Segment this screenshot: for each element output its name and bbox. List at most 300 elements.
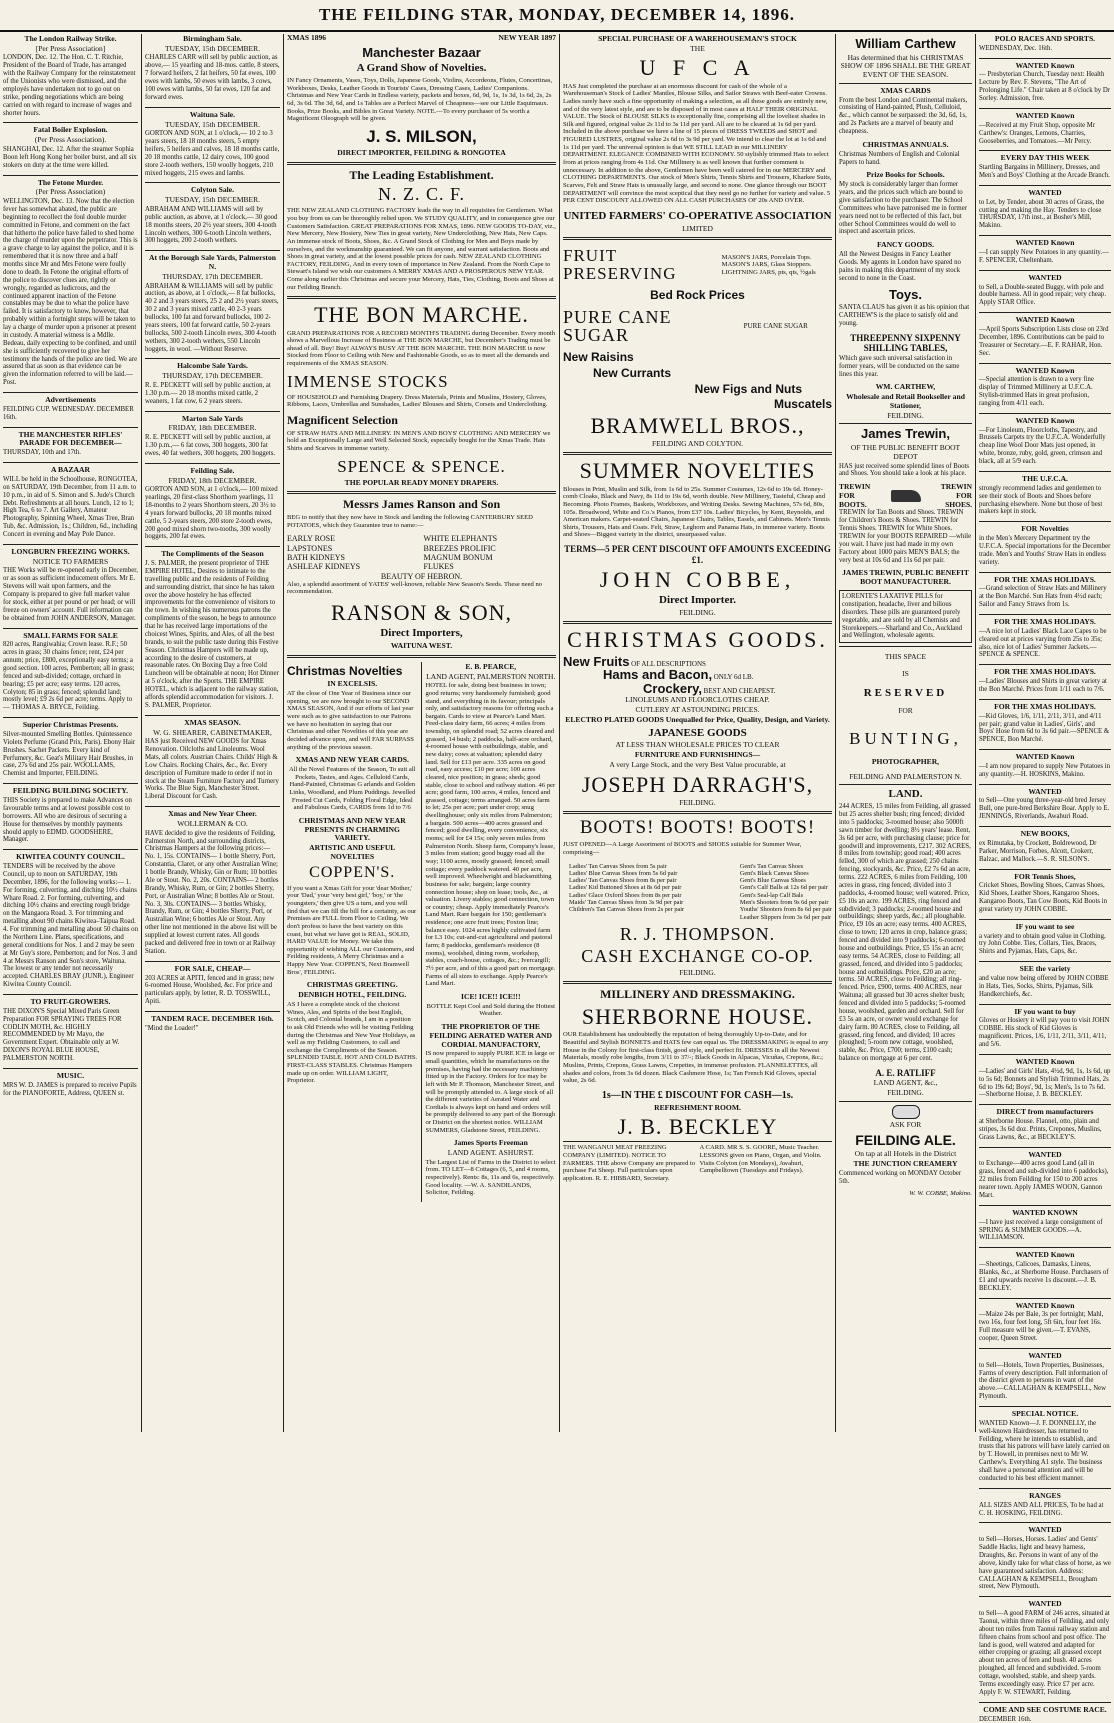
wanted-ad-body: —Kid Gloves, 1/6, 1/11, 2/11, 3/11, and 4/11 per pair; grand value in Ladies', Girls', and Boys' Hose from 6d to 3s 6d pair.—SPENCE & SPENCE, Bon Marché. <box>979 712 1110 744</box>
cash-loc: FEILDING. <box>679 967 716 977</box>
divider <box>145 250 280 251</box>
wanted-ad-heading: WANTED <box>1028 1599 1062 1609</box>
wanted-ad-body: at Sherborne House. Flannel, otto, plain and stripes, 3s 6d doz. Prints, Crepones, Muslins, Grass Lawns, &c., at BECKLEY'S. <box>979 1118 1102 1141</box>
wanted-ad-heading: EVERY DAY THIS WEEK <box>1000 153 1090 163</box>
news-ad <box>3 396 138 422</box>
list-item: Men's Shooters from 9s 6d per pair <box>739 899 829 907</box>
news-ad-subheading: [Per Press Association] <box>35 43 106 53</box>
wanted-ad-body: —Sheetings, Calicoes, Damasks, Linens, Blanks, &c., at Sherborne House. Purchasers of £1 and upwards receive 1s discount.—J. B. BECKLEY. <box>979 1261 1109 1292</box>
sale-ad-subheading: TUESDAY, 15th DECEMBER. <box>164 195 260 205</box>
news-ad-body: 820 acres, Rangiwahia; Crown lease. R.F.; 50 acres in grass; 30 chains fence; rent, £24 per annum; price, £800, exceptionally easy terms; a good section. 100 acres, Pemberton; all in grass; fenced and sub-divided; cottage, orchard in bearing; £5 per acre; easy terms. 120 acres, Colyton; 85 in grass; fenced; splendid land; mostly level; £9 2s 6d per acre; terms. Apply to— THOMAS A. BRYCE, Feilding. <box>3 641 135 712</box>
cobbe-loc: FEILDING. <box>679 607 716 617</box>
wanted-ad-heading: RANGES <box>1029 1490 1061 1500</box>
sale-ad-subheading: TUESDAY, 15th DECEMBER. <box>164 119 260 129</box>
divider <box>3 1068 138 1069</box>
manchester-title: Manchester Bazaar <box>362 44 481 60</box>
wanted-ad <box>979 923 1111 956</box>
sale-ad-heading: TANDEM RACE. DECEMBER 16th. <box>151 1014 274 1023</box>
news-ad <box>3 548 138 623</box>
divider <box>979 572 1111 573</box>
list-item: Ladies' Tan Canvas Shoes from 8s per pair <box>569 877 677 885</box>
divider <box>979 363 1111 364</box>
wholesale-head: Wholesale and Retail Bookseller and Stationer, <box>846 392 965 410</box>
wanted-ad <box>979 1251 1111 1292</box>
bramwell-name: BRAMWELL BROS., <box>590 412 805 438</box>
carthew-sub: Has determined that his CHRISTMAS SHOW OF 1896 SHALL BE THE GREAT EVENT OF THE SEASON. <box>840 52 971 80</box>
wanted-ad-heading: WANTED Known <box>1015 415 1075 425</box>
wanted-ad-body: —Ladies' Blouses and Shirts in great variety at the Bon Marché. Prices from 1/11 each to 7/6. <box>979 678 1107 693</box>
sale-ad-heading: Halcombe Sale Yards. <box>177 361 248 371</box>
linoleums: LINOLEUMS AND FLOORCLOTHS CHEAP. <box>625 695 770 705</box>
wanted-ad-body: —I am now prepared to supply New Potatoes in any quantity.—H. HOSKINS, Makino. <box>979 762 1111 778</box>
wanted-ad-heading: WANTED <box>1028 1350 1062 1360</box>
ranson-sub: Direct Importers, <box>380 627 463 640</box>
wm-carthew: WM. CARTHEW, <box>875 382 936 392</box>
list-item: Gent's Blue Canvas Shoes <box>739 877 806 885</box>
wanted-ad <box>979 618 1111 659</box>
wanted-ad-body: to Sell—Horses, Horses. Ladies' and Gents' Saddle Hacks, light and heavy harness, Draughts, &c. Persons in want of any of the above, kindly take for what class of horse, as we have guaranteed satisfaction. Address: CALLAGHAN & KEMPSELL, Brougham street, New Plymouth. <box>979 1536 1111 1591</box>
wanted-ad-heading: WANTED Known <box>1015 752 1075 762</box>
ice-head: ICE! ICE!! ICE!!! <box>461 991 521 1001</box>
ranson-name: RANSON & SON, <box>330 600 513 626</box>
wanted-ad <box>979 274 1111 307</box>
divider <box>3 462 138 463</box>
divider <box>979 1596 1111 1597</box>
wanted-ad-heading: THE U.F.C.A. <box>1022 473 1068 483</box>
wanted-ad-heading: NEW BOOKS, <box>1020 829 1070 839</box>
list-item: Gent's Calf Balls at 12s 6d per pair <box>739 884 828 892</box>
wanted-ad <box>979 1410 1111 1483</box>
divider <box>145 546 280 547</box>
pearce-head: E. B. PEARCE, <box>465 661 517 671</box>
boots-text: JUST OPENED—A Large Assortment of BOOTS and SHOES suitable for Summer Wear, comprising— <box>563 841 802 856</box>
ask-for: ASK FOR <box>889 1119 922 1129</box>
news-ad <box>3 632 138 713</box>
wanted-ad <box>979 525 1111 566</box>
news-ad-body: THE Works will be re-opened early in December, or as soon as sufficient inducement offers. Mr E. Stevens will wait upon farmers, and the Company is prepared to give full market value for stock, either at per pound or per head; or will freeze on owners' account. Full information can be obtained from JOHN ANDERSON, Manager. <box>3 567 138 622</box>
annuals-head: CHRISTMAS ANNUALS. <box>862 139 949 149</box>
divider <box>979 521 1111 522</box>
wanted-ad-heading: WANTED KNOWN <box>1012 1207 1078 1217</box>
wanted-ad-heading: SEE the variety <box>1019 964 1071 974</box>
sale-ad-subheading: THURSDAY, 17th DECEMBER. <box>162 271 263 281</box>
sale-ad-body: ABRAHAM AND WILLIAMS will sell by public auction, as above, at 1 o'clock,— 30 good 18 months steers, 20 2½ year steers, 300 4-tooth Lincoln wethers, 300 6-tooth Lincoln wethers, 300 hoggets, 200 2-tooth wethers. <box>145 205 278 245</box>
list-item: Youths' Shooters from 8s 6d per pair <box>739 906 832 914</box>
magnificent-text: OF STRAW HATS AND MILLINERY. IN MEN'S AND BOYS' CLOTHING AND MERCERY we hold an Exceptionally Large and Well Selected Stock, especially bought for the Xmas Trade. Hats Shirts and Scarves in immense variety. <box>287 429 551 453</box>
list-item: BREEZES PROLIFIC <box>423 543 496 553</box>
wanted-ad-body: —I have just received a large consignment of SPRING & SUMMER GOODS.—A. WILLIAMSON. <box>979 1218 1103 1242</box>
wanted-ad <box>979 1526 1111 1591</box>
milson-name: J. S. MILSON, <box>366 126 477 146</box>
trewin-title: James Trewin, <box>861 426 950 442</box>
photo-loc: FEILDING AND PALMERSTON N. <box>849 771 962 781</box>
xmas-cards-text-2: From the best London and Continental makers, consisting of Hand-painted, Plush, Celluloid, &c., which cannot be surpassed: the 3d, 6d, 1s, and 2s Packets are a marvel of beauty and cheapness. <box>839 96 968 135</box>
ranson-head: Messrs James Ranson and Son <box>342 497 501 512</box>
divider <box>979 1147 1111 1148</box>
muscatels: Muscatels <box>773 397 832 412</box>
news-ad-heading: KIWITEA COUNTY COUNCIL. <box>16 852 125 862</box>
wanted-ad-body: —I can supply New Potatoes in any quantity.—F. SPENCER, Cheltenham. <box>979 249 1109 264</box>
divider <box>3 427 138 428</box>
wanted-ad-heading: COME AND SEE COSTUME RACE. <box>983 1704 1107 1714</box>
news-ad-heading: MUSIC. <box>56 1070 85 1080</box>
divider <box>979 1702 1111 1703</box>
figs-nuts: New Figs and Nuts <box>694 381 802 396</box>
column-3 <box>284 34 560 1432</box>
divider <box>979 699 1111 700</box>
wanted-ad-heading: WANTED <box>1028 1149 1062 1159</box>
feilding-ale: FEILDING ALE. <box>855 1131 956 1148</box>
divider <box>145 806 280 807</box>
wanted-ad <box>979 668 1111 694</box>
cobbe-makino: W. W. COBBE, Makino. <box>909 1190 972 1198</box>
wanted-ad <box>979 1209 1111 1242</box>
news-ad-heading: LONGBURN FREEZING WORKS. <box>11 546 130 556</box>
divider <box>145 107 280 108</box>
manchester-text: IN Fancy Ornaments, Vases, Toys, Dolls, Japanese Goods, Violins, Accordeons, Flutes, Concertinas, Workboxes, Desks, Leather Goods in Tourists' Cases, Dressing Cases, Ladies' Companions. Christmas and New Year Cards in Endless variety, packets and boxes, 6d, 9d, 1s, 1s 3d, 1s 6d, 2s, 2s 6d, 3s 6d. The 3d, 6d, and 1s Tables are a Perfect Marvel of Cheapness—see our Little Esquimaux. Books, Prize Books, and Bibles in Great Variety. NOTE.—To every purchaser of 5s worth a Magnificent Oleograph will be given. <box>287 77 553 123</box>
japanese-sub: AT LESS THAN WHOLESALE PRICES TO CLEAR <box>615 740 780 750</box>
news-ad <box>3 998 138 1063</box>
list-item: Ladies' Blue Canvas Shoes from 5s 6d pair <box>569 869 678 877</box>
nzcf-title: N. Z. C. F. <box>377 184 466 205</box>
sale-ad <box>145 965 280 1006</box>
ufca-the: THE <box>690 43 705 53</box>
artistic-head: ARTISTIC AND USEFUL NOVELTIES <box>309 843 396 862</box>
barrel-icon <box>892 1105 920 1119</box>
wanted-ad-body: to Sell—Hotels, Town Properties, Businesses, Farms of every description. Full information of the district given to persons in want of the above.—CALLAGHAN & KEMPSELL, New Plymouth. <box>979 1361 1108 1401</box>
wanted-ad <box>979 316 1111 357</box>
wanted-ad-body: Gloves or Hosiery it will pay you to visit JOHN COBBE. His stock of Kid Gloves is magnificent. Prices, 1/6, 1/11, 2/11, 3/11, 4/11, and 5/6. <box>979 1017 1110 1049</box>
wanted-ad <box>979 35 1111 53</box>
summer-novelties-title: SUMMER NOVELTIES <box>579 458 816 484</box>
divider <box>3 628 138 629</box>
fruit-preserving-title: FRUIT PRESERVING <box>563 246 677 284</box>
pills-ad: LORENTE'S LAXATIVE PILLS for constipation, headache, liver and bilious disorders. These pills are guaranteed purely vegetable, and are sold by all Chemists and Storekeepers.—Sharland and Co., Auckland and Wellington, wholesale agents. <box>839 590 972 643</box>
divider <box>3 849 138 850</box>
divider <box>145 1011 280 1012</box>
immense-text: OF HOUSEHOLD and Furnishing Drapery. Dress Materials, Prints and Muslins, Hosiery, Gloves, Ribbons, Laces, Umbrellas and Sunshades, Ladies' Blouses and Shirts, Corsets and Underclothing. <box>287 393 548 409</box>
wanted-ad <box>979 1008 1111 1049</box>
wanted-ad-heading: WANTED <box>1028 786 1062 796</box>
wanted-ad-body: and value now being offered by JOHN COBBE in Hats, Ties, Socks, Shirts, Pyjamas, Silk Handkerchiefs, &c. <box>979 975 1109 998</box>
carthew-title: William Carthew <box>855 36 956 51</box>
sale-ad <box>145 810 280 955</box>
wanted-ad-body: ex Rimutaka, by Crockett, Boldrewood, Dr Parker, Morrison, Forbes, Alcott, Crokerr, Balzac, and Mallock.—S. R. SILSON'S. <box>979 839 1097 863</box>
wanted-ad <box>979 703 1111 744</box>
united-farmers: UNITED FARMERS' CO-OPERATIVE ASSOCIATION <box>563 209 832 222</box>
news-ad <box>3 1072 138 1098</box>
divider <box>979 108 1111 109</box>
divider <box>979 1298 1111 1299</box>
sale-ad-subheading: TUESDAY, 15th DECEMBER. <box>164 43 260 53</box>
boots-list-gents <box>740 863 832 921</box>
ice-text: BOTTLE Kept Cool and Sold during the Hottest Weather. <box>426 1002 555 1018</box>
boot-icon <box>891 490 921 502</box>
wanted-ad-body: a variety and to obtain good value in Clothing, try John Cobbe. Ties, Collars, Ties, Braces, Shirts and Pyjamas, Hats, Caps, &c. <box>979 932 1106 956</box>
summer-text: Blouses in Print, Muslin and Silk, from 1s 6d to 25s. Summer Costumes, 12s 6d to 19s 6d. Honey-comb Cloaks, Black and Navy, 8s 11d to 19s 6d, worth double. New Millinery, Tasteful, Cheap and Becoming. Photo Frames, Baskets, Workboxes, and Writing Desks. Sewing Machines, 57s 6d, 80s, 105s. Broadwood, White and Co.'s Pianos, from £37 10s. Ladies' Bicycles, by Kent, Reynolds, and American makers. Carpet-seated Chairs, Japanese Chairs, Tables, Easels, and Cabinets. Men's Tennis Shirts, Trousers, Hats and Coats. Felt, Straw, Leghorn and Panama Hats, in immense variety. Boots and Shoes—Biggest variety in the district, unsurpassed value. <box>563 485 830 539</box>
divider <box>979 185 1111 186</box>
sale-ad-heading: Feilding Sale. <box>190 465 235 475</box>
wm-loc: FEILDING. <box>887 410 924 420</box>
greeting-head: CHRISTMAS GREETING. <box>306 980 398 990</box>
pearce-sub: LAND AGENT, PALMERSTON NORTH. <box>426 671 556 681</box>
sale-ad <box>145 254 280 353</box>
wanted-ad <box>979 367 1111 408</box>
darragh-name: JOSEPH DARRAGH'S, <box>581 771 814 797</box>
divider <box>979 1205 1111 1206</box>
christmas-goods-title: CHRISTMAS GOODS. <box>567 627 828 653</box>
wanted-ad-heading: POLO RACES AND SPORTS. <box>994 34 1096 43</box>
list-item: EARLY ROSE <box>287 534 336 544</box>
wanted-ad <box>979 1352 1111 1401</box>
xmas-cards-text: All the Novel Features of the Season, To suit all Pockets, Tastes, and Ages. Celluloid Cards, Hand-Painted, Christmas G arlands and Golden Links, Woodland, and Plum Puddings. Jewelled Frosted Cut Cards, Folding Floral Edge, Ideal and Fabulous Cards, CARDS from 1d to 7/6 <box>288 766 416 812</box>
sale-ad <box>145 186 280 245</box>
divider <box>979 1406 1111 1407</box>
list-item: Gent's Black Canvas Shoes <box>739 869 809 877</box>
sale-ad-heading: Waituna Sale. <box>189 109 236 119</box>
list-item: BATH KIDNEYS <box>287 553 345 563</box>
divider <box>3 717 138 718</box>
wanted-ad-heading: WANTED <box>1028 272 1062 282</box>
news-ad-body: Silver-mounted Smelling Bottles. Quintessence Violets Perfume (Grand Prix, Paris). Ebony Hair Brushes. Sachet Packets. Every kind of Perfumery, &c. Geat's Military Hair Brushes, in case, 27s 6d and 25s pair. WOOLLAMS, Chemist and Importer, FEILDING. <box>3 730 136 778</box>
sale-ad-heading: Birmingham Sale. <box>183 34 242 43</box>
sale-ad <box>145 362 280 405</box>
trewin-boots: TREWIN FOR BOOTS. <box>839 482 871 509</box>
hams-bacon: Hams and Bacon, <box>603 667 713 683</box>
wanted-ad-heading: WANTED <box>1028 187 1062 197</box>
sale-ad-heading: Marton Sale Yards <box>182 413 243 423</box>
united-limited: LIMITED <box>682 223 713 233</box>
wanted-ad-heading: WANTED <box>1028 1525 1062 1535</box>
list-item: Ladies' Glace Oxford Shoes from 8s per pair <box>569 891 682 899</box>
news-ad-body: LONDON, Dec. 12. The Hon. C. T. Ritchie, President of the Board of Trade, has arranged with the Railway Company for the reinstatement of the Unionists who were dismissed, and the employés have undertaken not to go out on strike, pending negotiations which are being carried on with regard to increase of wages and shorter hours. <box>3 54 136 117</box>
divider <box>3 175 138 176</box>
news-ad-body: SHANGHAI, Dec. 12. After the steamer Sophia Boon left Hong Kong her boiler burst, and all six stokers on duty at the time were killed. <box>3 145 137 169</box>
wanted-ad <box>979 154 1111 180</box>
list-item: Maids' Tan Canvas Shoes from 3s 9d per pair <box>569 899 684 907</box>
wanted-ad-body: WANTED Known—J. F. DONNELLY, the well-known Hairdresser, has returned to Feilding, where he intends to establish, and trusts that his patrons will have lately carried on by T. Howell, in premises next to Mr W. Carthew's. Everything A1 style. The business shall have a personal attention and will be conducted to his best efficient manner. <box>979 1419 1110 1482</box>
news-ad <box>3 853 138 989</box>
bon-marche-title: THE BON MARCHE. <box>314 302 529 328</box>
sale-ad-body: ABRAHAM & WILLIAMS will sell by public auction, as above, at 1 o'clock,— 8 fat bullocks, 40 2 and 3 years steers, 25 2 and 2½ years steers, 30 2 and 3 years mixed cattle, 40 2-3 years bullocks, 100 fat and forward bullocks, 100 2-years steers, 100 fat forward cattle, 50 2-years bullocks, 500 2-tooth Lincoln ewes, 300 4-tooth wethers, 300 2-tooth wethers, 550 Lincoln hoggets, in wool. —Without Reserve. <box>145 282 279 353</box>
news-ad-heading: Fatal Boiler Explosion. <box>33 125 108 135</box>
divider <box>979 58 1111 59</box>
news-ad-subheading: NOTICE TO FARMERS <box>32 556 109 566</box>
divider <box>979 919 1111 920</box>
aerated-text: IS now prepared to supply PURE ICE in large or small quantities, which he manufactures on the premises, having had the necessary machinery fitted up in the Factory. Orders for Ice may be left with Mr P. Thomson, Manchester Street, and will be promptly attended to. A large stock of all the different varieties of Aerated Water and Cordials is always kept on hand and orders will be promptly delivered to any part of the Borough or District on the shortest notice. WILLIAM SUMMERS, Gladstone Street, FEILDING. <box>425 1050 556 1134</box>
furniture-head: FURNITURE AND FURNISHINGS— <box>634 750 761 760</box>
divider <box>979 471 1111 472</box>
annuals-text: Christmas Numbers of English and Colonial Papers to hand. <box>839 150 960 166</box>
divider <box>145 463 280 464</box>
news-ad-body: WILL be held in the Schoolhouse, RONGOTEA, on SATURDAY, 19th December, from 11 a.m. to 10 p.m., in aid of S. Simon and S. Jude's Church Debt. Refreshments at all hours. Lunch, 12 to 1; High Tea, 6 to 7. Art Gallery, Amateur Photography, Spinning Wheel, Xmas Tree, Bran Tub, &c. Admission, 1s.; Children, 6d., including Concert in evening and May Pole Dance. <box>3 475 138 539</box>
ratliff-sub: LAND AGENT, &c., <box>873 1078 938 1088</box>
wanted-ad <box>979 965 1111 998</box>
japanese-goods: JAPANESE GOODS <box>648 726 747 739</box>
wanted-ad-heading: IF you want to see <box>1015 921 1075 931</box>
christmas-ny-head: CHRISTMAS AND NEW YEAR PRESENTS IN CHARMING VARIETY. <box>298 815 406 843</box>
coppens-text: If you want a Xmas Gift for your 'dear Mother,' your 'Dad,' your 'very best girl,' 'boy,' or 'the youngsters,' then give US a turn, and you will find that we can fill the bill for a certainty, as our Premises are FULL from Floor to Ceiling. We don't profess to have the best variety on this coast, but what we have got is REAL, SOLID, HARD VALUE for Money. We take this opportunity of wishing ALL our Customers, and Feilding residents, A Merry Christmas and a Happy New Year. COPPEN'S, Next Bramwell Bros', FEILDING. <box>287 884 417 976</box>
divider <box>979 413 1111 414</box>
divider <box>979 235 1111 236</box>
potato-list-right <box>424 534 557 571</box>
coppens-title: COPPEN'S. <box>309 863 396 881</box>
cash-discount: 1s—IN THE £ DISCOUNT FOR CASH—1s. <box>601 1089 794 1101</box>
ale-text: On tap at all Hotels in the District <box>854 1149 957 1159</box>
wanted-ad-body: —April Sports Subscription Lists close on 23rd December, 1896. Contributions can be paid to Treasurer or Secretary.—E. F. RAHAR, Hon. Sec. <box>979 326 1109 357</box>
wanted-ad <box>979 1492 1111 1518</box>
wanted-ad-body: WEDNESDAY, Dec. 16th. <box>979 44 1053 52</box>
trewin-list: TREWIN for Tan Boots and Shoes. TREWIN for Children's Boots & Shoes. TREWIN for Tennis Shoes. TREWIN for White Shoes. TREWIN for your BOOTS REPAIRED —while you wait. I have just had made in my own Factory about 1000 pairs MEN'S BALS; the very best at 10s 6d and 11s 6d per pair. <box>839 509 972 564</box>
sale-ad <box>145 35 280 102</box>
news-ad-subheading: (Per Press Association). <box>34 135 107 145</box>
wanted-ad <box>979 239 1111 265</box>
wanted-ad <box>979 830 1111 863</box>
sale-ad-body: 203 ACRES at APITI, fenced and in grass; new 6-roomed House, Woolshed, &c. For price and particulars apply, by letter, R. D. TOSSWILL, Apiti. <box>145 974 275 1006</box>
list-item: Leather Slippers from 3s 6d per pair <box>739 913 832 921</box>
news-ad-heading: SMALL FARMS FOR SALE <box>23 630 118 640</box>
sale-ad-heading: FOR SALE, CHEAP— <box>174 963 251 973</box>
divider <box>979 270 1111 271</box>
divider <box>145 182 280 183</box>
news-ad-heading: FEILDING BUILDING SOCIETY. <box>12 786 129 796</box>
news-ad-body: TENDERS will be received by the above Council, up to noon on SATURDAY, 19th December, 1896, for the following works:— 1. For forming, culverting, and ditching 10½ chains Whare Road. 2. For forming, culverting, and ditching 10½ chains and erecting rough bridge on the Mangaora Road. 3. For trimming and metalling about 90 chains Kiwitea–Taipua Road. 4. For trimming and metalling about 50 chains on the Northern Line. Plans, specifications, and general conditions for Nos. 1 and 2 may be seen at Mr Guy's store, Pemberton; and for Nos. 3 and 4 at Messrs Ranson and Son's store, Waituna. The lowest or any tender not necessarily accepted. CHARLES BRAY (JUNR.), Engineer Kiwitea County Council. <box>3 863 138 989</box>
christmas-novelties-text: AT the close of One Year of Business since our opening, we are now brought to our SECOND XMAS SEASON, And if our efforts of last year were such as to give satisfaction to our Patrons we have no hesitation in saying that our Christmas and other Novelties of this year are decided advance upon, and will FAR SURPASS anything of the previous season. <box>287 690 414 751</box>
sherborne-title: SHERBORNE HOUSE. <box>581 1004 814 1030</box>
wanted-ad-body: to Sell, a Double-seated Buggy, with pole and double harness. All in good repair; very cheap. Apply STAR Office. <box>979 283 1107 307</box>
wanted-ad <box>979 1151 1111 1200</box>
sports-sub: LAND AGENT. ASHURST. <box>447 1148 534 1158</box>
wanted-ad <box>979 62 1111 103</box>
sale-ad <box>145 467 280 542</box>
darragh-loc: FEILDING. <box>679 797 716 807</box>
wanted-ad-body: Cricket Shoes, Bowling Shoes, Canvas Shoes, Kid Shoes, Leather Shoes, Kangaroo Shoes, Kangaroo Boots, Tan Cow Boots, Kid Boots in great variety try JOHN COBBE. <box>979 882 1107 913</box>
prize-books-text: My stock is considerably larger than former years, and the prices such which are bound to give satisfaction to the purchaser. The School Committees who have patronised me in former years need not to be reflected of this fact, but other School Committees would do well to inspect and ascertain prices. <box>839 181 967 236</box>
news-ad-subheading: (Per Press Association) <box>35 187 106 197</box>
wanted-ad <box>979 1058 1111 1099</box>
news-ad <box>3 126 138 169</box>
masthead: THE FEILDING STAR, MONDAY, DECEMBER 14, 1896. <box>0 0 1114 32</box>
sale-ad <box>145 111 280 178</box>
christmas-novelties-sub: IN EXCELSIS. <box>327 679 378 689</box>
wanted-ad <box>979 1108 1111 1141</box>
news-ad-body: WELLINGTON, Dec. 13. Now that the election fever has somewhat abated, the public are beginning to recollect the foul double murder committed in Fetone, and comment on the fact that hitherto the police have failed to shed home the charge of murder upon the perpetrator. This is a grave charge to lay against the police, and it is remembered that it is now three and a half months since Mr and Mrs Fetone were foully done to death. In Fetone the original efforts of the police to discover clues are, rightly or wrongly, regarded as ludicrous, and the continued apparent inaction of the Fetone constables may be due to what the police have failed. It is satisfactory to know, however, that probably within a fortnight steps will be taken to lay a charge of murder upon a prisoner at present in custody. A material witness is a Mdlle. Bedeau, daily expecting to be confined, and until she is sufficiently recovered to give her testimony the hands of the police are tied. We are assured that as soon as that evidence can be given the information referred to will be laid.—Post. <box>3 198 138 387</box>
creamery-head: THE JUNCTION CREAMERY <box>853 1158 958 1168</box>
cobbe-name: JOHN COBBE, <box>599 566 796 592</box>
list-item: Ladies' Tan Canvas Shoes from 5s pair <box>569 862 667 870</box>
wanted-ad-body: —Grand selection of Straw Hats and Millinery at the Bon Marché. Sun Hats from 4½d each; Sailor and Fancy Straws from 1s. <box>979 585 1107 609</box>
wanted-ad-heading: FOR THE XMAS HOLIDAYS. <box>994 701 1096 711</box>
wanted-ad <box>979 576 1111 609</box>
ratliff-name: A. E. RATLIFF <box>875 1068 936 1079</box>
news-ad <box>3 466 138 539</box>
list-item: FLUKES <box>423 562 454 572</box>
sale-ad-body: R. E. PECKETT will sell by public auction, at 1.30 p.m.,— 6 fat cows, 300 hoggets, 300 fat ewes, 40 fat wethers, 300 hoggets, 200 hoggets. <box>145 434 276 457</box>
divider <box>979 749 1111 750</box>
ranson-extra: Also, a splendid assortment of YATES' well-known, reliable New Season's Seeds. These need no recommendation. <box>287 580 543 596</box>
trewin-shoes: TREWIN FOR SHOES. <box>940 482 972 509</box>
immense-title: IMMENSE STOCKS <box>287 371 449 391</box>
wanted-ad-heading: FOR THE XMAS HOLIDAYS. <box>994 616 1096 626</box>
prize-books-head: Prize Books for Schools. <box>866 170 945 180</box>
news-ad-heading: Superior Christmas Presents. <box>22 720 119 730</box>
electro-plated: ELECTRO PLATED GOODS Unequalled for Price, Quality, Design, and Variety. <box>565 714 830 724</box>
wanted-ad-body: —Special attention is drawn to a very fine display of Trimmed Millinery at U.F.C.A. Stylish-trimmed Hats in great profusion, ranging from 4/11 each. <box>979 376 1094 407</box>
wanted-ad-body: —Ladies' and Girls' Hats, 4½d, 9d, 1s, 1s 6d, up to 5s 6d; Bonnets and Stylish Trimmed Hats, 2s 6d to 19s 6d; Boys', 9d, 1s; Men's, 1s to 7s 6d.—Sherborne House, J. B. BECKLEY. <box>979 1067 1111 1099</box>
news-ad-heading: The London Railway Strike. <box>24 34 117 43</box>
sale-ad-body: "Mind the Loader!" <box>145 1024 199 1032</box>
wanted-ad-heading: WANTED Known <box>1015 365 1075 375</box>
trewin-text: HAS just received some splendid lines of Boots and Shoes. You should take a look at his place. <box>839 462 970 478</box>
cobbe-sub: Direct Importer. <box>659 594 736 607</box>
divider <box>979 1488 1111 1489</box>
fruit-jars: MASON'S JARS, Porcelain Tops. MASON'S JARS, Glass Stoppers. LIGHTNING JARS, pts, qts, ½gals <box>721 253 816 276</box>
sale-ad-body: J. S. PALMER, the present proprietor of THE EMPIRE HOTEL, Desires to intimate to the travelling public and the residents of Feilding and surrounding district, that since he has taken over the above hostelry he has effected improvements for the convenience of visitors to the town. In wishing his numerous patrons the compliments of the season, he begs to announce that he has received large importations of the choicest Wines, Spirits, and Ales, of all the best brands, to suit the public taste during this Festive Season. Christmas Hampers will be made up, according to the desire of customers, at reasonable rates. On Boxing Day a free Cold Luncheon will be obtainable at noon; Hot Dinner at 5 o'clock, after the Sports. THE EMPIRE HOTEL, which is adjacent to the railway station, affords splendid accommodation for visitors. J. S. PALMER, Proprietor. <box>145 560 279 709</box>
column-5 <box>836 34 976 1432</box>
new-fruits-r: OF ALL DESCRIPTIONS <box>631 659 706 668</box>
spence-sub: THE POPULAR READY MONEY DRAPERS. <box>344 477 499 487</box>
column-6 <box>976 34 1114 1723</box>
beckley-name: J. B. BECKLEY <box>617 1114 778 1140</box>
sale-ad-heading: XMAS SEASON. <box>184 717 241 727</box>
news-ad <box>3 721 138 778</box>
cutlery: CUTLERY AT ASTOUNDING PRICES. <box>635 705 760 715</box>
sale-ad-heading: The Compliments of the Season <box>161 549 264 559</box>
trewin-sub: OF THE PUBLIC BENEFIT BOOT DEPOT <box>850 443 961 461</box>
wanted-ad <box>979 788 1111 821</box>
divider <box>979 664 1111 665</box>
cane-sugar-right: PURE CANE SUGAR <box>743 322 808 331</box>
list-item: Ladies' Kid Buttoned Shoes at 8s 6d per pair <box>569 884 682 892</box>
wanted-ad-heading: WANTED Known <box>1015 110 1075 120</box>
list-item: ASHLEAF KIDNEYS <box>287 562 361 572</box>
new-fruits: New Fruits <box>563 653 630 669</box>
sale-ad-body: CHARLES CARR will sell by public auction, as above,— 15 yearling and 18-mos. cattle, 8 steers, 7 forward heifers, 2 fat heifers, 50 fat ewes, 100 ewes with lambs, 50 ewes with lambs, 3 cows, 100 ewes with lambs, 50 fat ewes, 120 fat and forward ewes. <box>145 54 280 101</box>
cash-exchange: CASH EXCHANGE CO-OP. <box>581 945 814 966</box>
sale-ad-heading: Colyton Sale. <box>190 185 235 195</box>
column-4 <box>560 34 836 1432</box>
divider <box>145 715 280 716</box>
wanted-ad-body: — Presbyterian Church, Tuesday next: Health Lecture by Rev. F. Stevens, "The Art of Prolonging Life." Chair taken at 8 o'clock by Dr Sorley. Admission, free. <box>979 71 1111 103</box>
ranson-loc: WAITUNA WEST. <box>390 640 453 650</box>
sale-ad-body: GORTON AND SON, at 1 o'clock,— 10 2 to 3 years steers, 18 18 months steers, 5 empty heifers, 5 heifers and calves, 18 18 months cattle, 20 18 months cattle, 12 dairy cows, 100 good store 2-tooth wethers, 150 woolly hoggets, 210 mixed hoggets, 215 ewes and lambs. <box>145 130 280 177</box>
sale-ad-subheading: THURSDAY, 17th DECEMBER. <box>162 371 263 381</box>
wanted-ad-body: to Let, by Tender, about 30 acres of Grass, the cutting and making the Hay. Tenders to close THURSDAY, 17th inst., at Bosher's Mill, Makino. <box>979 198 1105 230</box>
potato-extra: BEAUTY OF HEBRON. <box>380 571 463 581</box>
divider <box>979 1054 1111 1055</box>
spence-title: SPENCE & SPENCE. <box>337 456 506 476</box>
news-ad-heading: THE MANCHESTER RIFLES' PARADE FOR DECEMBER— <box>18 429 123 448</box>
wanted-ad-heading: WANTED Known <box>1015 60 1075 70</box>
wanted-ad <box>979 1302 1111 1343</box>
wanted-ad <box>979 112 1111 145</box>
divider <box>979 869 1111 870</box>
divider <box>979 1004 1111 1005</box>
wanted-ad-body: —For Linoleum, Floorcloths, Tapestry, and Brussels Carpets try the U.F.C.A. Wonderfully cheap line Wool Door Mats just opened, in white, bronze, ruby, gold, green, crimson and black, all at 5/9 each. <box>979 426 1106 466</box>
divider <box>979 1348 1111 1349</box>
sale-ad-heading: At the Borough Sale Yards, Palmerston N. <box>149 253 276 272</box>
leading-title: The Leading Establishment. <box>349 167 494 182</box>
divider <box>3 544 138 545</box>
wanted-ad-heading: FOR Tennis Shoes, <box>1014 871 1076 881</box>
wanted-ad-body: ALL SIZES AND ALL PRICES, To be had at C. H. HOSKING, FEILDING. <box>979 1501 1104 1517</box>
sale-ad <box>145 415 280 458</box>
wanted-ad <box>979 417 1111 466</box>
divider <box>979 150 1111 151</box>
ufca-text: HAS Just completed the purchase at an enormous discount for cash of the whole of a Warehouseman's Stock of Ladies' Mantles, Blouse Silks, and Sailor Straws with Beef-eater Crowns. Ladies rarely have such a fine opportunity of making a selection, as all these goods are entirely new, and of the very latest style, and are to be disposed of in most cases at HALF THEIR ORIGINAL VALUE. The Stock of BLOUSE SILKS is exceptionally fine, comprising all the loveliest shades in Silk and figured, original value 2s 11d to 3s 11d per yard. All are to be cleared at 1s 6d per yard. Included in the above purchase we have a line of 15 pieces of DRESS TWEEDS and SHOT and FIGURED LUSTRES, original value 2s 6d to 3s 9d per yard. We intend to clear the lot at 1s 6d and 1s 11d per yard. The universal opinion is that WE STILL LEAD in our MILLINERY DEPARTMENT. ELEGANCE COMBINED WITH ECONOMY. 50 stylishly trimmed Hats to select from at prices ranging from 4s 11d. Our Millinery is as well known that further comment is unnecessary. In addition to the above, Gentlemen have been well catered for in our MERCERY and CLOTHING DEPARTMENTS. Our stock of Men's Shirts, Tennis Shirts and Trousers, Kharkee Suits, Scarves, Felt and Straw Hats is unusually large, and second to none. One glance through our BOOT DEPARTMENT will convince the most sceptical that they need go no further for variety and value. 5 PER CENT DISCOUNT ALLOWED ON ALL CASH PURCHASES OF 20s AND OVER. <box>563 82 832 205</box>
sale-ad-subheading: WOLLERMAN & CO. <box>177 819 248 829</box>
divider <box>979 826 1111 827</box>
